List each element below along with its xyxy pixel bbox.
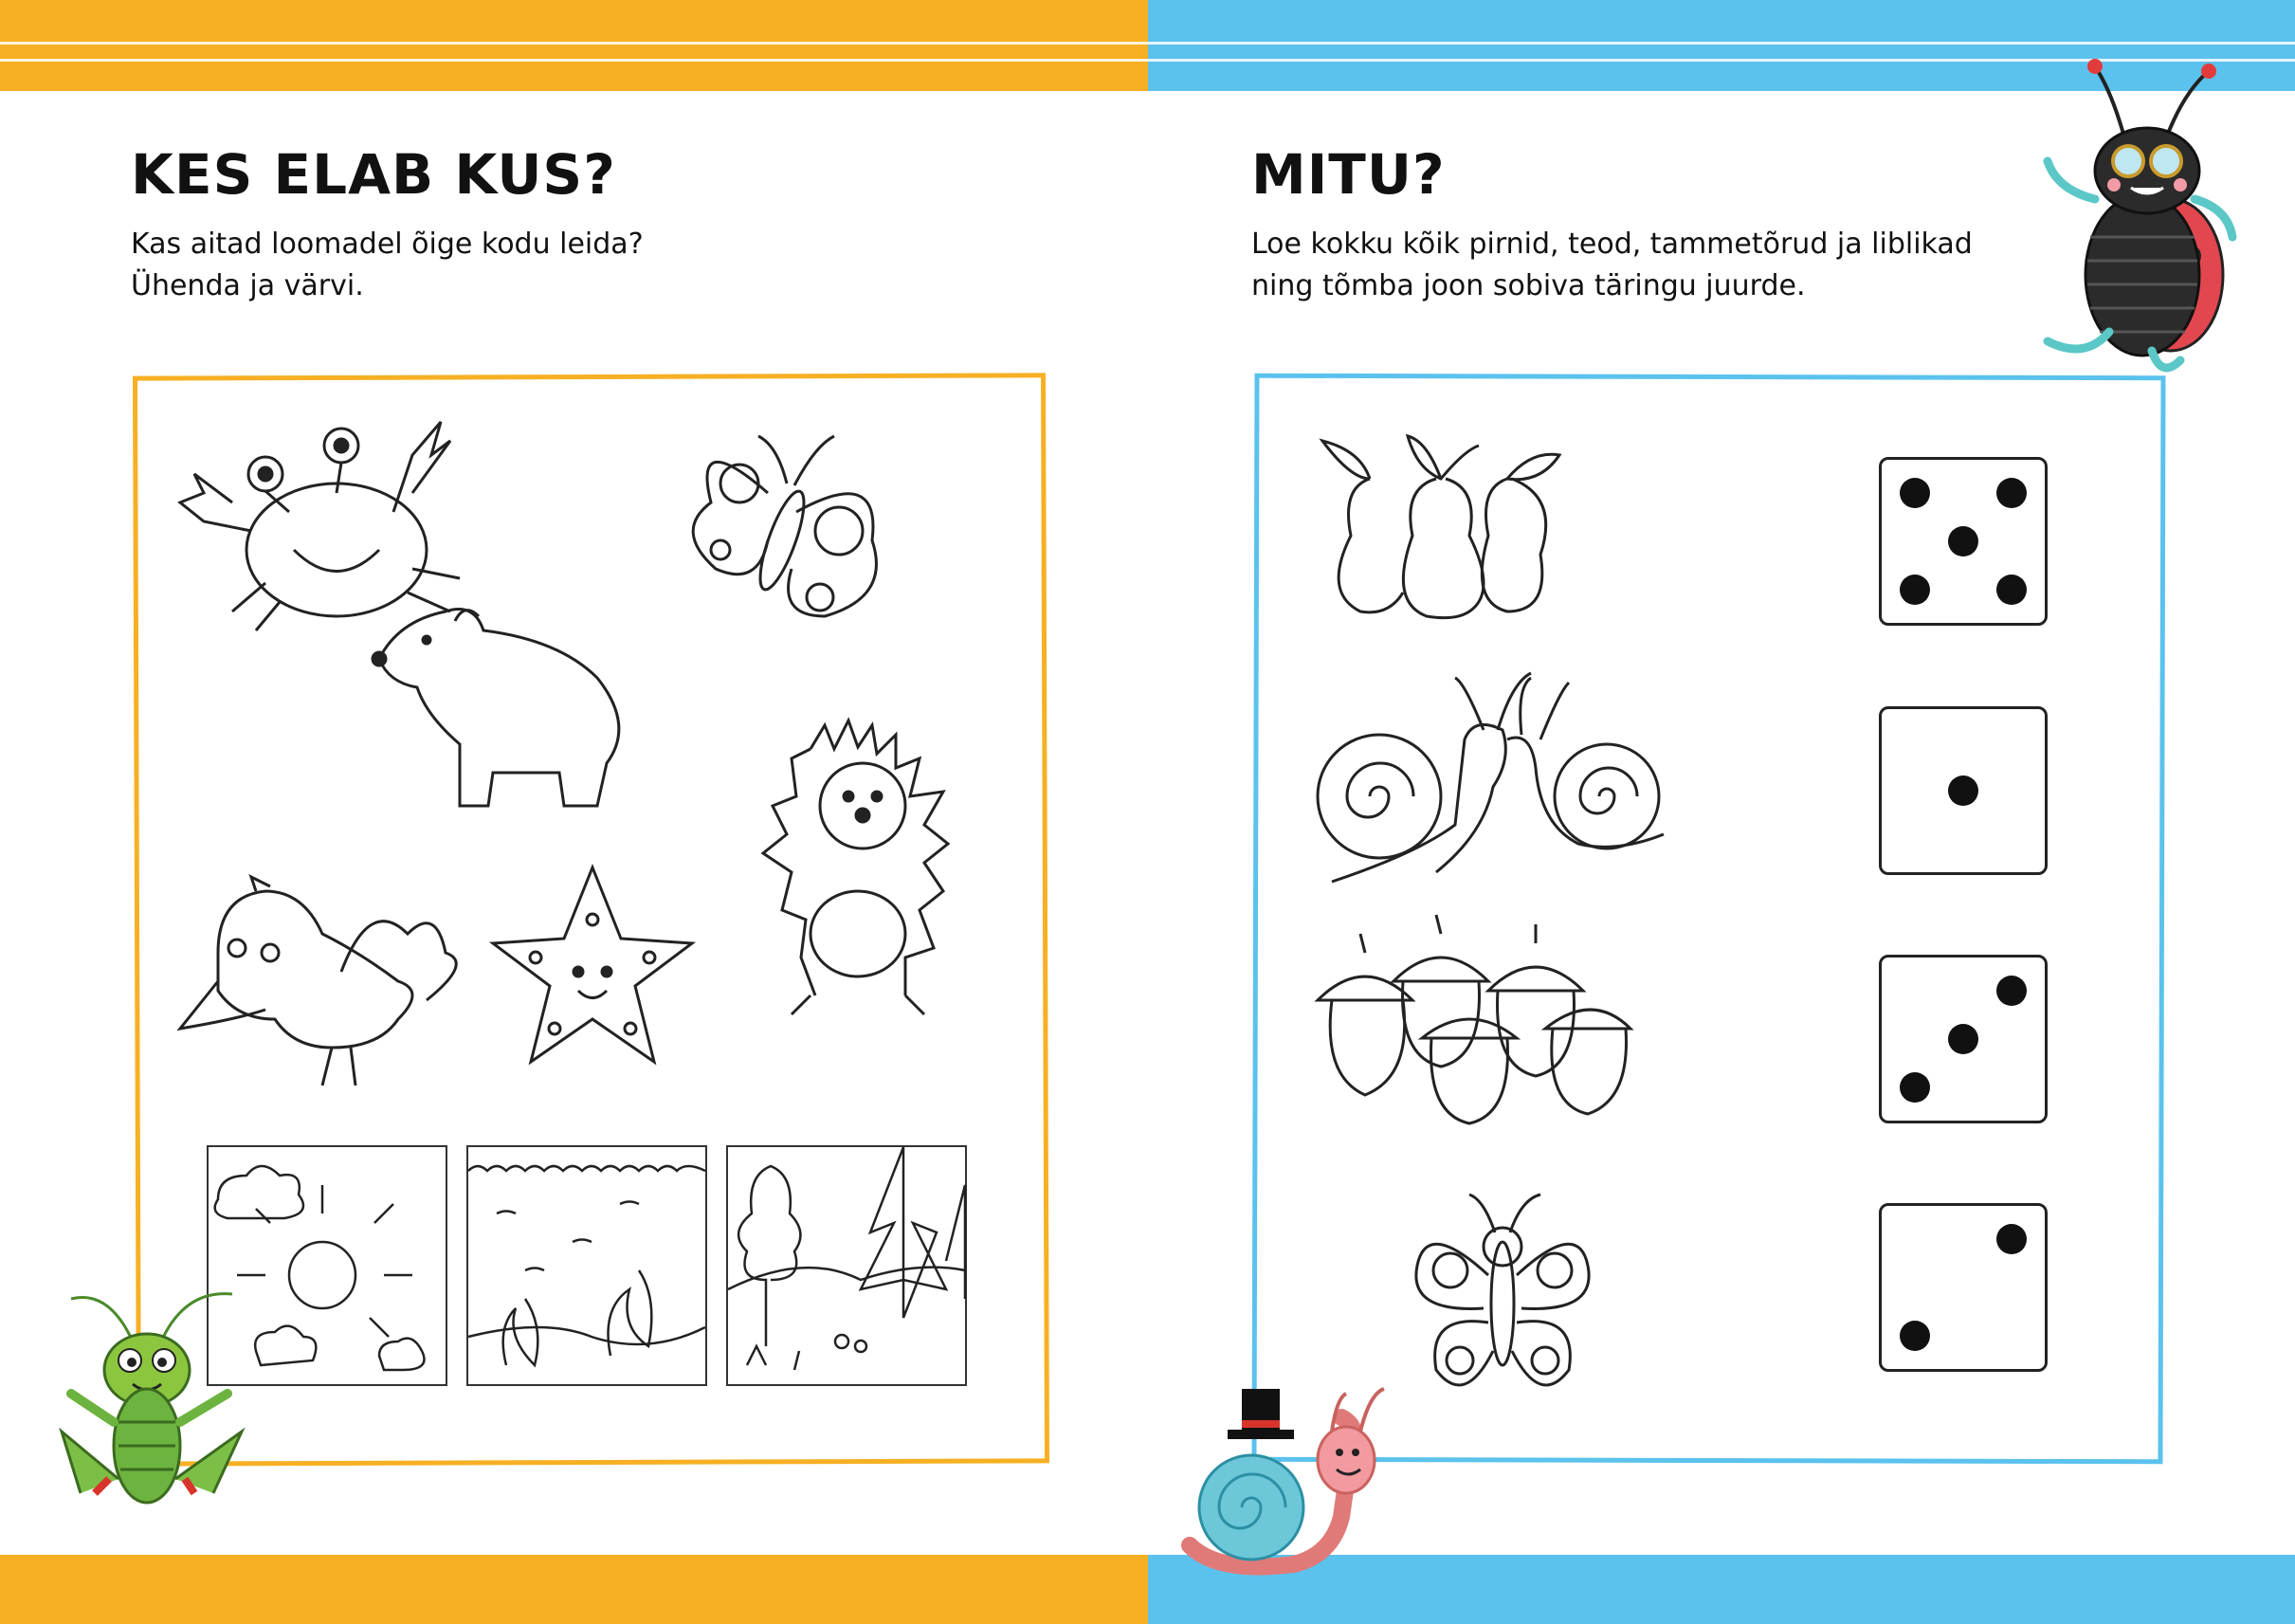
right-instruction-line-2: ning tõmba joon sobiva täringu juurde. [1251,269,1806,302]
habitat-sea[interactable] [466,1145,707,1386]
die-pip [1948,526,1978,557]
band-stripe [0,59,2295,62]
die-five[interactable] [1879,457,2048,626]
acorns-icon[interactable] [1308,915,1630,1133]
die-pip [1948,1024,1978,1054]
bear-icon[interactable] [370,602,635,820]
ladybug-icon [2029,57,2247,370]
habitat-forest[interactable] [726,1145,967,1386]
left-instruction-line-1: Kas aitad loomadel õige kodu leida? [131,228,644,261]
die-pip [1900,1321,1930,1351]
die-three[interactable] [1879,955,2048,1123]
right-instruction-line-1: Loe kokku kõik pirnid, teod, tammetõrud ja liblikad [1251,228,1973,261]
tree-icon [728,1147,965,1384]
left-instruction-line-2: Ühenda ja värvi. [131,269,364,302]
die-pip [1996,976,2027,1006]
band-stripe [0,42,2295,45]
butterfly-count-icon[interactable] [1408,1190,1597,1408]
die-pip [1900,478,1930,508]
die-pip [1996,575,2027,605]
left-page-title: KES ELAB KUS? [131,142,616,207]
snail-with-top-hat-icon [1180,1384,1398,1583]
right-page-title: MITU? [1251,142,1446,207]
grasshopper-icon [52,1289,251,1507]
die-pip [1948,776,1978,806]
die-pip [1996,478,2027,508]
die-pip [1996,1224,2027,1254]
hedgehog-icon[interactable] [754,721,962,1024]
die-two[interactable] [1879,1203,2048,1372]
butterfly-icon[interactable] [673,427,891,654]
pears-icon[interactable] [1313,431,1569,621]
die-pip [1900,575,1930,605]
starfish-icon[interactable] [488,863,697,1071]
bottom-band-left [0,1555,1148,1624]
die-pip [1900,1072,1930,1103]
top-band-left [0,0,1148,91]
seaweed-icon [468,1147,705,1384]
bird-icon[interactable] [180,877,474,1095]
snails-icon[interactable] [1303,664,1683,891]
die-one[interactable] [1879,706,2048,875]
